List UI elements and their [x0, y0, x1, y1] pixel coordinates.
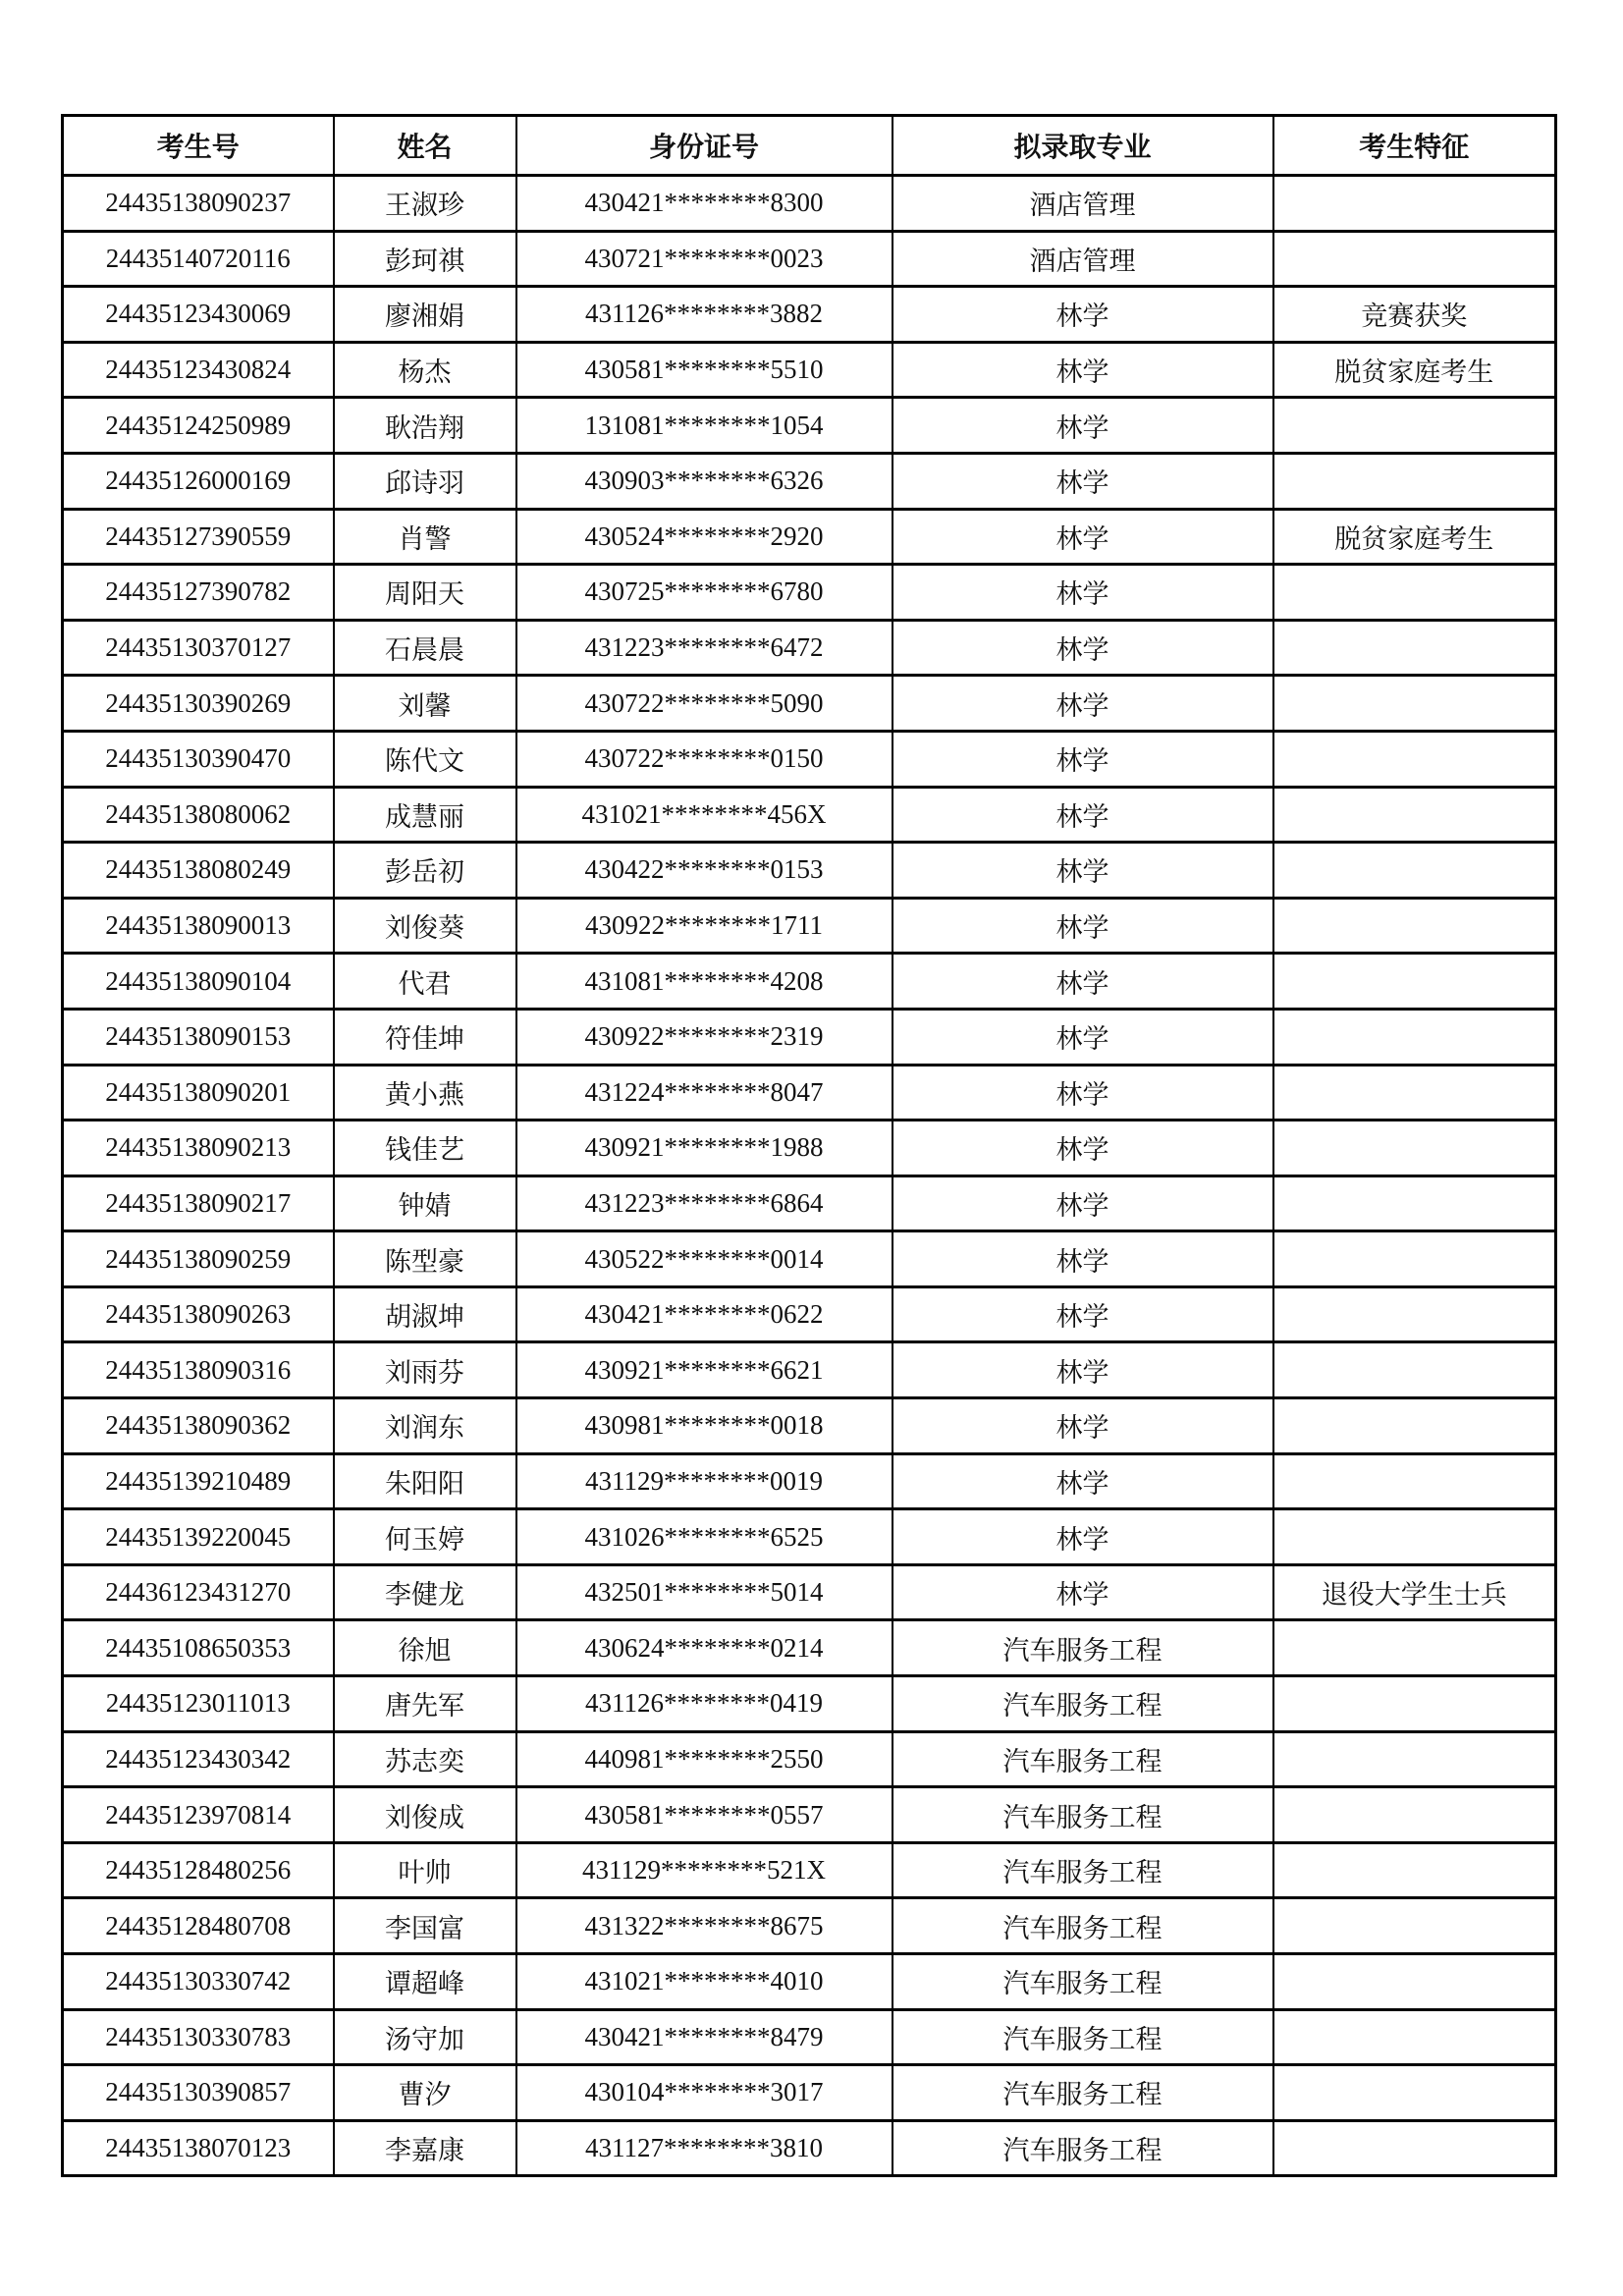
- cell-name: 钱佳艺: [334, 1121, 516, 1176]
- cell-feature: [1273, 1175, 1556, 1231]
- cell-id-no: 431129********521X: [516, 1842, 893, 1898]
- cell-feature: [1273, 176, 1556, 232]
- table-row: [63, 398, 1556, 454]
- table-row: [63, 1286, 1556, 1342]
- table-row: [63, 620, 1556, 676]
- header-major: 拟录取专业: [893, 116, 1273, 176]
- table-row: [63, 509, 1556, 565]
- cell-id-no: 430522********0014: [516, 1231, 893, 1287]
- cell-major: 林学: [893, 1509, 1273, 1565]
- cell-major: 林学: [893, 342, 1273, 398]
- cell-id-no: 432501********5014: [516, 1564, 893, 1620]
- cell-feature: [1273, 2065, 1556, 2121]
- table-row: [63, 2120, 1556, 2176]
- cell-id-no: 430421********0622: [516, 1286, 893, 1342]
- cell-exam-no: 24435123430342: [63, 1731, 334, 1787]
- cell-id-no: 430421********8479: [516, 2009, 893, 2065]
- cell-name: 耿浩翔: [334, 398, 516, 454]
- cell-feature: [1273, 1342, 1556, 1398]
- cell-id-no: 430722********0150: [516, 731, 893, 787]
- cell-id-no: 430903********6326: [516, 453, 893, 509]
- cell-major: 林学: [893, 398, 1273, 454]
- cell-feature: 竞赛获奖: [1273, 287, 1556, 343]
- cell-name: 李嘉康: [334, 2120, 516, 2176]
- cell-major: 林学: [893, 620, 1273, 676]
- cell-major: 林学: [893, 1453, 1273, 1509]
- cell-exam-no: 24435130390269: [63, 676, 334, 732]
- cell-feature: [1273, 1121, 1556, 1176]
- cell-exam-no: 24435138090316: [63, 1342, 334, 1398]
- cell-id-no: 431223********6472: [516, 620, 893, 676]
- header-exam-no: 考生号: [63, 116, 334, 176]
- cell-major: 汽车服务工程: [893, 2065, 1273, 2121]
- table-row: [63, 287, 1556, 343]
- cell-feature: [1273, 1898, 1556, 1954]
- cell-id-no: 431126********3882: [516, 287, 893, 343]
- cell-exam-no: 24435138090263: [63, 1286, 334, 1342]
- table-row: [63, 565, 1556, 621]
- cell-name: 肖警: [334, 509, 516, 565]
- cell-id-no: 431322********8675: [516, 1898, 893, 1954]
- table-row: [63, 787, 1556, 843]
- cell-major: 林学: [893, 676, 1273, 732]
- cell-major: 林学: [893, 1286, 1273, 1342]
- cell-id-no: 431021********4010: [516, 1954, 893, 2010]
- table-row: [63, 898, 1556, 954]
- cell-feature: [1273, 1065, 1556, 1121]
- cell-exam-no: 24435123970814: [63, 1787, 334, 1843]
- admission-list-table: [61, 114, 1557, 2177]
- cell-feature: [1273, 1731, 1556, 1787]
- table-row: [63, 1121, 1556, 1176]
- cell-id-no: 430422********0153: [516, 843, 893, 899]
- cell-exam-no: 24435138090259: [63, 1231, 334, 1287]
- cell-major: 林学: [893, 1231, 1273, 1287]
- cell-id-no: 430921********1988: [516, 1121, 893, 1176]
- table-row: [63, 342, 1556, 398]
- cell-name: 廖湘娟: [334, 287, 516, 343]
- cell-exam-no: 24435123430824: [63, 342, 334, 398]
- table-row: [63, 843, 1556, 899]
- cell-major: 汽车服务工程: [893, 1676, 1273, 1732]
- cell-feature: [1273, 731, 1556, 787]
- cell-feature: [1273, 1676, 1556, 1732]
- cell-name: 胡淑坤: [334, 1286, 516, 1342]
- cell-name: 叶帅: [334, 1842, 516, 1898]
- cell-major: 林学: [893, 731, 1273, 787]
- cell-feature: [1273, 1453, 1556, 1509]
- cell-exam-no: 24435124250989: [63, 398, 334, 454]
- cell-name: 刘润东: [334, 1398, 516, 1454]
- cell-id-no: 430981********0018: [516, 1398, 893, 1454]
- cell-feature: [1273, 954, 1556, 1010]
- cell-feature: [1273, 2009, 1556, 2065]
- table-row: [63, 676, 1556, 732]
- cell-exam-no: 24435123430069: [63, 287, 334, 343]
- cell-name: 彭岳初: [334, 843, 516, 899]
- cell-name: 刘俊葵: [334, 898, 516, 954]
- cell-feature: [1273, 676, 1556, 732]
- cell-exam-no: 24435138080062: [63, 787, 334, 843]
- cell-name: 刘俊成: [334, 1787, 516, 1843]
- cell-feature: [1273, 398, 1556, 454]
- cell-major: 林学: [893, 565, 1273, 621]
- cell-id-no: 431224********8047: [516, 1065, 893, 1121]
- table-row: [63, 1731, 1556, 1787]
- header-id-no: 身份证号: [516, 116, 893, 176]
- table-row: [63, 1564, 1556, 1620]
- cell-feature: [1273, 1954, 1556, 2010]
- cell-id-no: 430421********8300: [516, 176, 893, 232]
- cell-id-no: 431026********6525: [516, 1509, 893, 1565]
- table-header: [63, 116, 1556, 176]
- table-row: [63, 731, 1556, 787]
- header-feature: 考生特征: [1273, 116, 1556, 176]
- cell-major: 汽车服务工程: [893, 1842, 1273, 1898]
- cell-exam-no: 24435128480256: [63, 1842, 334, 1898]
- table-row: [63, 1898, 1556, 1954]
- cell-major: 林学: [893, 1065, 1273, 1121]
- cell-id-no: 431021********456X: [516, 787, 893, 843]
- cell-exam-no: 24435126000169: [63, 453, 334, 509]
- table-row: [63, 231, 1556, 287]
- cell-id-no: 431129********0019: [516, 1453, 893, 1509]
- cell-exam-no: 24436123431270: [63, 1564, 334, 1620]
- cell-id-no: 430721********0023: [516, 231, 893, 287]
- cell-major: 林学: [893, 954, 1273, 1010]
- cell-exam-no: 24435127390782: [63, 565, 334, 621]
- cell-name: 刘雨芬: [334, 1342, 516, 1398]
- cell-name: 唐先军: [334, 1676, 516, 1732]
- cell-major: 林学: [893, 453, 1273, 509]
- cell-name: 谭超峰: [334, 1954, 516, 2010]
- table-body: [63, 176, 1556, 2176]
- cell-name: 汤守加: [334, 2009, 516, 2065]
- table-row: [63, 1342, 1556, 1398]
- table-row: [63, 1787, 1556, 1843]
- cell-feature: [1273, 231, 1556, 287]
- cell-exam-no: 24435130390470: [63, 731, 334, 787]
- cell-exam-no: 24435128480708: [63, 1898, 334, 1954]
- cell-exam-no: 24435140720116: [63, 231, 334, 287]
- cell-exam-no: 24435138090201: [63, 1065, 334, 1121]
- cell-major: 汽车服务工程: [893, 1954, 1273, 2010]
- cell-exam-no: 24435138090362: [63, 1398, 334, 1454]
- table-row: [63, 2065, 1556, 2121]
- cell-feature: [1273, 1509, 1556, 1565]
- cell-exam-no: 24435130330783: [63, 2009, 334, 2065]
- cell-feature: [1273, 1231, 1556, 1287]
- cell-exam-no: 24435130370127: [63, 620, 334, 676]
- cell-id-no: 131081********1054: [516, 398, 893, 454]
- cell-feature: [1273, 1398, 1556, 1454]
- cell-major: 汽车服务工程: [893, 1731, 1273, 1787]
- cell-name: 王淑珍: [334, 176, 516, 232]
- cell-feature: [1273, 787, 1556, 843]
- cell-id-no: 430921********6621: [516, 1342, 893, 1398]
- table-row: [63, 954, 1556, 1010]
- cell-feature: 脱贫家庭考生: [1273, 342, 1556, 398]
- cell-name: 邱诗羽: [334, 453, 516, 509]
- cell-major: 林学: [893, 287, 1273, 343]
- cell-name: 黄小燕: [334, 1065, 516, 1121]
- cell-id-no: 430581********0557: [516, 1787, 893, 1843]
- cell-major: 汽车服务工程: [893, 1898, 1273, 1954]
- cell-exam-no: 24435138080249: [63, 843, 334, 899]
- cell-major: 林学: [893, 1175, 1273, 1231]
- cell-exam-no: 24435138090213: [63, 1121, 334, 1176]
- cell-name: 陈型豪: [334, 1231, 516, 1287]
- cell-exam-no: 24435108650353: [63, 1620, 334, 1676]
- cell-feature: [1273, 1620, 1556, 1676]
- cell-id-no: 431127********3810: [516, 2120, 893, 2176]
- cell-name: 钟婧: [334, 1175, 516, 1231]
- cell-name: 杨杰: [334, 342, 516, 398]
- table-row: [63, 1842, 1556, 1898]
- cell-id-no: 430524********2920: [516, 509, 893, 565]
- cell-id-no: 430104********3017: [516, 2065, 893, 2121]
- cell-feature: [1273, 1787, 1556, 1843]
- cell-major: 酒店管理: [893, 231, 1273, 287]
- cell-exam-no: 24435130390857: [63, 2065, 334, 2121]
- table-row: [63, 1509, 1556, 1565]
- cell-exam-no: 24435123011013: [63, 1676, 334, 1732]
- table-row: [63, 176, 1556, 232]
- cell-id-no: 430922********2319: [516, 1009, 893, 1065]
- cell-major: 汽车服务工程: [893, 1787, 1273, 1843]
- cell-name: 李健龙: [334, 1564, 516, 1620]
- cell-id-no: 440981********2550: [516, 1731, 893, 1787]
- cell-feature: [1273, 1842, 1556, 1898]
- table-row: [63, 453, 1556, 509]
- cell-name: 周阳天: [334, 565, 516, 621]
- cell-major: 林学: [893, 843, 1273, 899]
- cell-name: 刘馨: [334, 676, 516, 732]
- cell-name: 石晨晨: [334, 620, 516, 676]
- cell-id-no: 430725********6780: [516, 565, 893, 621]
- cell-exam-no: 24435138070123: [63, 2120, 334, 2176]
- cell-major: 林学: [893, 1342, 1273, 1398]
- table-row: [63, 2009, 1556, 2065]
- cell-exam-no: 24435139220045: [63, 1509, 334, 1565]
- cell-exam-no: 24435138090237: [63, 176, 334, 232]
- cell-name: 朱阳阳: [334, 1453, 516, 1509]
- cell-major: 林学: [893, 1009, 1273, 1065]
- cell-exam-no: 24435138090013: [63, 898, 334, 954]
- cell-major: 汽车服务工程: [893, 2120, 1273, 2176]
- cell-exam-no: 24435138090217: [63, 1175, 334, 1231]
- cell-feature: 退役大学生士兵: [1273, 1564, 1556, 1620]
- cell-feature: [1273, 620, 1556, 676]
- cell-name: 苏志奕: [334, 1731, 516, 1787]
- cell-feature: [1273, 453, 1556, 509]
- cell-major: 林学: [893, 898, 1273, 954]
- cell-feature: [1273, 898, 1556, 954]
- cell-name: 符佳坤: [334, 1009, 516, 1065]
- cell-major: 林学: [893, 1121, 1273, 1176]
- cell-exam-no: 24435138090104: [63, 954, 334, 1010]
- cell-major: 林学: [893, 787, 1273, 843]
- cell-name: 李国富: [334, 1898, 516, 1954]
- cell-feature: [1273, 2120, 1556, 2176]
- cell-feature: [1273, 843, 1556, 899]
- admission-table-container: [61, 114, 1554, 2177]
- cell-exam-no: 24435130330742: [63, 1954, 334, 2010]
- cell-id-no: 431081********4208: [516, 954, 893, 1010]
- table-row: [63, 1398, 1556, 1454]
- cell-major: 林学: [893, 1398, 1273, 1454]
- header-name: 姓名: [334, 116, 516, 176]
- cell-id-no: 431223********6864: [516, 1175, 893, 1231]
- cell-name: 何玉婷: [334, 1509, 516, 1565]
- cell-exam-no: 24435139210489: [63, 1453, 334, 1509]
- cell-feature: [1273, 1286, 1556, 1342]
- table-row: [63, 1676, 1556, 1732]
- table-row: [63, 1954, 1556, 2010]
- cell-id-no: 430624********0214: [516, 1620, 893, 1676]
- cell-major: 林学: [893, 509, 1273, 565]
- table-row: [63, 1453, 1556, 1509]
- table-row: [63, 1065, 1556, 1121]
- cell-major: 林学: [893, 1564, 1273, 1620]
- cell-exam-no: 24435138090153: [63, 1009, 334, 1065]
- cell-id-no: 431126********0419: [516, 1676, 893, 1732]
- cell-feature: [1273, 565, 1556, 621]
- cell-exam-no: 24435127390559: [63, 509, 334, 565]
- cell-name: 曹汐: [334, 2065, 516, 2121]
- cell-name: 成慧丽: [334, 787, 516, 843]
- cell-feature: 脱贫家庭考生: [1273, 509, 1556, 565]
- cell-id-no: 430722********5090: [516, 676, 893, 732]
- cell-id-no: 430581********5510: [516, 342, 893, 398]
- table-row: [63, 1175, 1556, 1231]
- header-row: [63, 116, 1556, 176]
- cell-name: 彭珂祺: [334, 231, 516, 287]
- cell-name: 陈代文: [334, 731, 516, 787]
- cell-name: 徐旭: [334, 1620, 516, 1676]
- cell-major: 汽车服务工程: [893, 1620, 1273, 1676]
- cell-name: 代君: [334, 954, 516, 1010]
- table-row: [63, 1231, 1556, 1287]
- table-row: [63, 1009, 1556, 1065]
- cell-feature: [1273, 1009, 1556, 1065]
- cell-id-no: 430922********1711: [516, 898, 893, 954]
- table-row: [63, 1620, 1556, 1676]
- cell-major: 酒店管理: [893, 176, 1273, 232]
- cell-major: 汽车服务工程: [893, 2009, 1273, 2065]
